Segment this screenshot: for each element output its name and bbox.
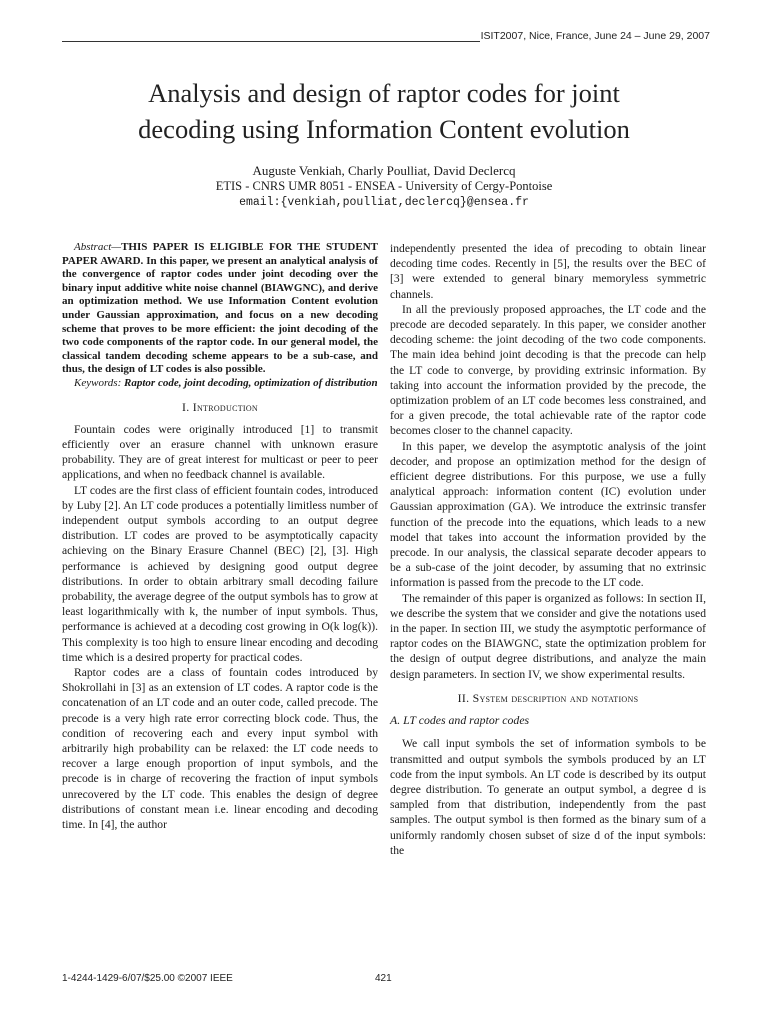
intro-paragraph-1: Fountain codes were originally introduced [1] to transmit efficiently over an erasure channel with unknown erasure probability. They are of great interest for multicast or peer to peer applications, and when no feedback channel is available. — [62, 422, 378, 482]
right-paragraph-4: The remainder of this paper is organized as follows: In section II, we describe the system that we consider and give the notations used in the paper. In section III, we study the asymptotic performance of raptor codes on the BIAWGNC, state the optimization problem for the design of output degree distributions, and analyze the main design parameters. In section IV, we show experimental results. — [390, 591, 706, 681]
page-number: 421 — [375, 973, 392, 984]
paper-title — [62, 75, 706, 147]
conference-header: ISIT2007, Nice, France, June 24 – June 29, 2007 — [480, 30, 710, 42]
section-heading-introduction: I. Introduction — [181, 399, 259, 414]
author-email: email:{venkiah,poulliat,declercq}@ensea.fr — [239, 196, 529, 209]
intro-paragraph-3: Raptor codes are a class of fountain codes introduced by Shokrollahi in [3] as an extension of LT codes. A raptor code is the concatenation of an LT code and an outer code, called precode. The precode is a very high rate error correcting block code. Thus, the condition of recovering each and every input symbol with arbitrarily high probability can be relaxed: the LT code needs to recover a large enough proportion of input symbols, and the precode is in charge of recovering the fraction of input symbols unrecovered by the LT code. This enables the design of degree distributions of constant mean i.e. linear encoding and decoding time. In [4], the author — [62, 665, 378, 832]
right-column — [390, 241, 706, 858]
keywords — [62, 377, 378, 391]
abstract-label: Abstract— — [74, 241, 122, 253]
abstract-text: THIS PAPER IS ELIGIBLE FOR THE STUDENT PAPER AWARD. In this paper, we present an analytical analysis of the convergence of raptor codes under joint decoding over the binary input additive white noise channel (BIAWGNC), and derive an optimization method. We use Information Content evolution under Gaussian approximation, and focus on a new decoding scheme that proves to be more efficient: the joint decoding of the two code components of the raptor code. In our general model, the classical tandem decoding scheme appears to be a sub-case, and thus, the design of LT codes is also possible. — [62, 241, 378, 376]
intro-paragraph-2: LT codes are the first class of efficient fountain codes, introduced by Luby [2]. An LT code produces a potentially limitless number of independent output symbols according to an output degree distribution. LT codes are proved to be asymptotically capacity achieving on the Binary Erasure Channel (BEC) [2], [3]. High performance is achieved by designing good output degree distributions. In order to obtain arbitrary small decoding failure probability, the average degree of the output symbols has to grow at least logarithmically with k, the number of input symbols. Thus, performance is achieved at a decoding cost growing in O(k log(k)). This complexity is too high to ensure linear encoding and decoding time which is a desired property for practical codes. — [62, 483, 378, 664]
affiliation: ETIS - CNRS UMR 8051 - ENSEA - University of Cergy-Pontoise — [215, 179, 553, 193]
header-rule — [62, 41, 480, 42]
author-list: Auguste Venkiah, Charly Poulliat, David Declercq — [252, 163, 516, 178]
title-line-2: decoding using Information Content evolution — [138, 114, 630, 144]
abstract — [62, 241, 378, 377]
right-paragraph-5: We call input symbols the set of information symbols to be transmitted and output symbols the symbols produced by an LT code from the input symbols. An LT code is described by its output degree distribution. To generate an output symbol, a degree d is sampled from that distribution, independently from the past samples. The output symbol is then formed as the binary sum of a uniformly randomly chosen subset of size d of the input symbols: the — [390, 737, 706, 857]
right-paragraph-3: In this paper, we develop the asymptotic analysis of the joint decoder, and propose an optimization method for the design of efficient degree distributions. For this purpose, we use a fully analytical approach: information content (IC) evolution under Gaussian approximation (GA). We introduce the extrinsic transfer function of the precode into the equations, which leads to a new model that takes into account the information provided by the precode. In our analysis, the classical separate decoder appears to be a sub-case of the joint decoder, by assuming that no extrinsic information is passed from the precode to the LT code. — [390, 439, 706, 590]
title-line-1: Analysis and design of raptor codes for joint — [148, 78, 620, 108]
right-paragraph-2: In all the previously proposed approaches, the LT code and the precode are decoded separately. In this paper, we consider another decoding scheme: the joint decoding of the two code components. The main idea behind joint decoding is that the precode can help the LT code to converge, by providing extrinsic information. By taking into account the information provided by the precode, the optimization problem of an LT code becomes less constrained, and for a given precode, the total achievable rate of the raptor code becomes closer to the channel capacity. — [390, 302, 706, 438]
keywords-label: Keywords: — [74, 376, 122, 389]
copyright-footer: 1-4244-1429-6/07/$25.00 ©2007 IEEE — [62, 973, 233, 984]
section-heading-system: II. System description and notations — [457, 690, 639, 705]
right-paragraph-1: independently presented the idea of precoding to obtain linear decoding time codes. Recently in [5], the results over the BEC of [3] were extended to general binary memoryless symmetric channels. — [390, 242, 706, 301]
keywords-text: Raptor code, joint decoding, optimization of distribution — [124, 376, 378, 389]
left-column — [62, 241, 378, 832]
subsection-heading-lt-raptor: A. LT codes and raptor codes — [390, 713, 530, 728]
